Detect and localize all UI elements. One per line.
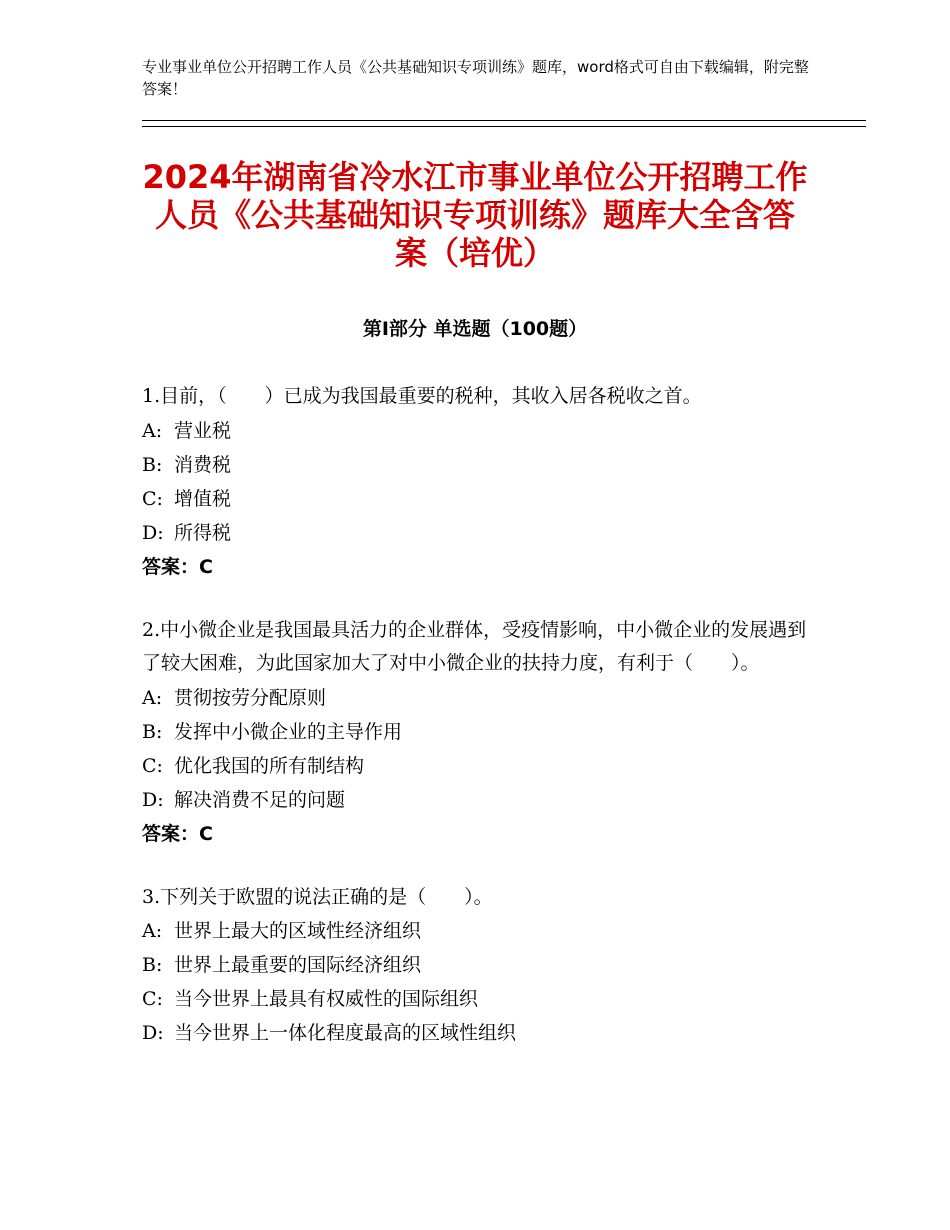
- question-list: [142, 380, 812, 1080]
- question-1: [142, 380, 812, 584]
- option-text: 解决消费不足的问题: [174, 788, 346, 811]
- option-key: C:: [142, 988, 163, 1010]
- question-2: [142, 614, 812, 851]
- option-d: [142, 1016, 812, 1050]
- option-b: [142, 948, 812, 982]
- option-key: B:: [142, 720, 163, 743]
- answer: 答案：C: [142, 822, 213, 845]
- option-text: 优化我国的所有制结构: [174, 754, 365, 777]
- option-key: A:: [142, 920, 163, 942]
- question-stem: 3.下列关于欧盟的说法正确的是（ ）。: [142, 885, 493, 908]
- option-a: [142, 414, 812, 448]
- option-key: B:: [142, 954, 163, 976]
- option-text: 消费税: [174, 453, 232, 476]
- option-c: [142, 982, 812, 1016]
- option-a: [142, 914, 812, 948]
- question-stem: 1.目前，（ ）已成为我国最重要的税种，其收入居各税收之首。: [142, 385, 702, 407]
- option-text: 发挥中小微企业的主导作用: [174, 720, 403, 743]
- section-title: 第Ⅰ部分 单选题（100题）: [362, 318, 588, 340]
- option-key: D:: [142, 1022, 164, 1044]
- option-key: B:: [142, 453, 163, 476]
- option-key: D:: [142, 788, 164, 811]
- option-key: D:: [142, 521, 164, 544]
- answer: 答案：C: [142, 555, 213, 578]
- option-b: [142, 715, 812, 749]
- option-key: A:: [142, 419, 163, 442]
- option-key: C:: [142, 754, 163, 777]
- option-c: [142, 482, 812, 516]
- header-divider: [142, 120, 866, 127]
- option-key: A:: [142, 686, 163, 709]
- option-text: 当今世界上最具有权威性的国际组织: [174, 988, 479, 1010]
- option-b: [142, 448, 812, 482]
- option-text: 贯彻按劳分配原则: [174, 686, 327, 709]
- document-title: 2024年湖南省冷水江市事业单位公开招聘工作人员《公共基础知识专项训练》题库大全含答案（培优）: [142, 158, 808, 272]
- question-stem: 2.中小微企业是我国最具活力的企业群体，受疫情影响，中小微企业的发展遇到了较大困难，为此国家加大了对中小微企业的扶持力度，有利于（ ）。: [142, 618, 807, 674]
- option-a: [142, 681, 812, 715]
- option-d: [142, 783, 812, 817]
- option-text: 当今世界上一体化程度最高的区域性组织: [174, 1022, 517, 1044]
- option-text: 所得税: [174, 521, 232, 544]
- option-text: 世界上最重要的国际经济组织: [174, 954, 422, 976]
- option-key: C:: [142, 487, 163, 510]
- header-note: 专业事业单位公开招聘工作人员《公共基础知识专项训练》题库，word格式可自由下载编辑，附完整答案！: [142, 58, 809, 98]
- option-text: 营业税: [174, 419, 232, 442]
- option-d: [142, 516, 812, 550]
- option-text: 世界上最大的区域性经济组织: [174, 920, 422, 942]
- option-text: 增值税: [174, 487, 232, 510]
- option-c: [142, 749, 812, 783]
- question-3: [142, 881, 812, 1051]
